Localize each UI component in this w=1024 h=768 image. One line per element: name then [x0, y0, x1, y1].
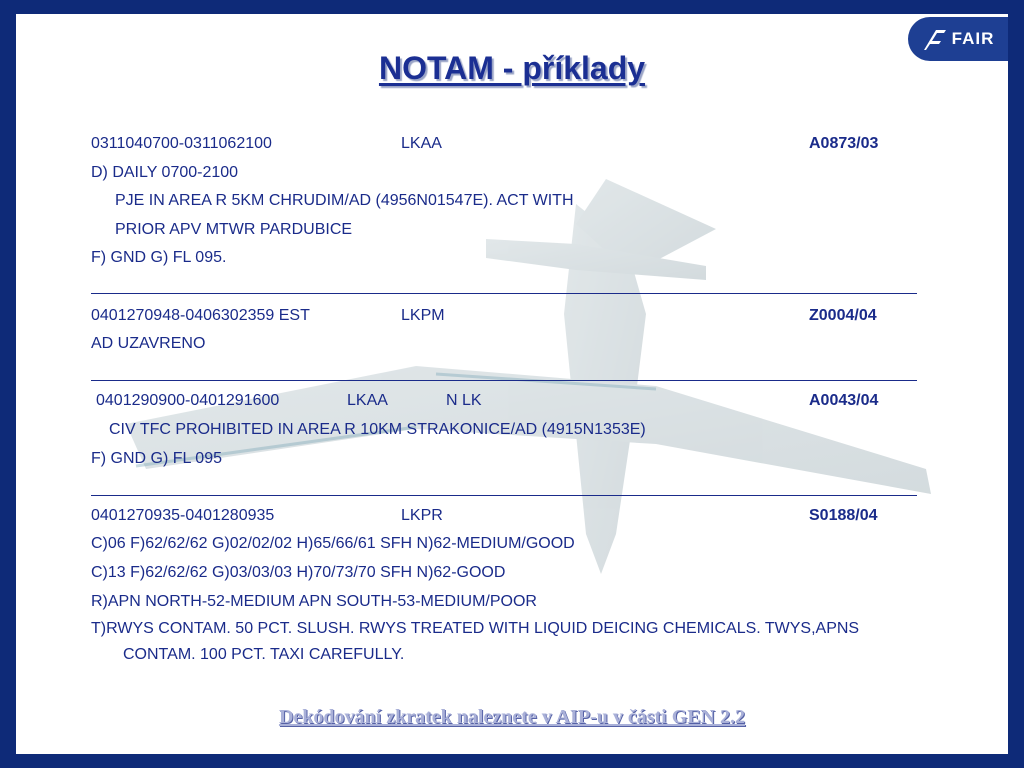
fair-logo-icon: [922, 26, 948, 52]
separator-row: [91, 473, 921, 502]
notam-line: R)APN NORTH-52-MEDIUM APN SOUTH-53-MEDIUM/POOR: [91, 592, 537, 610]
notam-validity: 0311040700-0311062100: [91, 135, 272, 152]
notam-line: CIV TFC PROHIBITED IN AREA R 10KM STRAKONICE/AD (4915N1353E): [109, 420, 646, 438]
notam-header: [91, 302, 921, 331]
notam-header: [91, 130, 921, 159]
page-title: NOTAM - příklady: [378, 50, 646, 86]
notam-location: LKPM: [401, 306, 445, 324]
notam-header: [91, 387, 921, 416]
gen-2-2-link[interactable]: Dekódování zkratek naleznete v AIP-u v části GEN 2.2: [278, 706, 746, 728]
notam-line: PRIOR APV MTWR PARDUBICE: [115, 220, 353, 238]
notam-line: T)RWYS CONTAM. 50 PCT. SLUSH. RWYS TREATED WITH LIQUID DEICING CHEMICALS. TWYS,APNS CONTAM. 100 PCT. TAXI CAREFULLY.: [91, 620, 860, 664]
divider: [91, 380, 917, 381]
notam-number: A0043/04: [809, 392, 879, 410]
notam-number: Z0004/04: [809, 306, 877, 324]
notam-line: C)06 F)62/62/62 G)02/02/02 H)65/66/61 SFH N)62-MEDIUM/GOOD: [91, 535, 575, 553]
notam-validity: 0401270948-0406302359 EST: [91, 306, 310, 324]
divider: [91, 293, 917, 294]
notam-line: D) DAILY 0700-2100: [91, 163, 239, 181]
notam-number: A0873/03: [809, 135, 879, 152]
notam-list: [91, 130, 921, 668]
notam-number: S0188/04: [809, 506, 878, 524]
separator-row: [91, 359, 921, 388]
notam-location: LKAA: [401, 135, 442, 152]
notam-line: PJE IN AREA R 5KM CHRUDIM/AD (4956N01547E). ACT WITH: [115, 192, 574, 210]
notam-line: F) GND G) FL 095: [91, 449, 222, 467]
notam-header: [91, 502, 921, 531]
notam-line: F) GND G) FL 095.: [91, 249, 227, 267]
logo-text: FAIR: [951, 29, 995, 48]
notam-validity: 0401270935-0401280935: [91, 506, 275, 524]
slide: [16, 14, 1008, 754]
notam-fir: N LK: [446, 392, 482, 410]
divider: [91, 495, 917, 496]
notam-validity: 0401290900-0401291600: [96, 392, 280, 410]
notam-line: C)13 F)62/62/62 G)03/03/03 H)70/73/70 SFH N)62-GOOD: [91, 563, 506, 581]
notam-line: AD UZAVRENO: [91, 335, 206, 353]
notam-location: LKAA: [347, 392, 388, 410]
notam-location: LKPR: [401, 506, 443, 524]
separator-row: [91, 273, 921, 302]
